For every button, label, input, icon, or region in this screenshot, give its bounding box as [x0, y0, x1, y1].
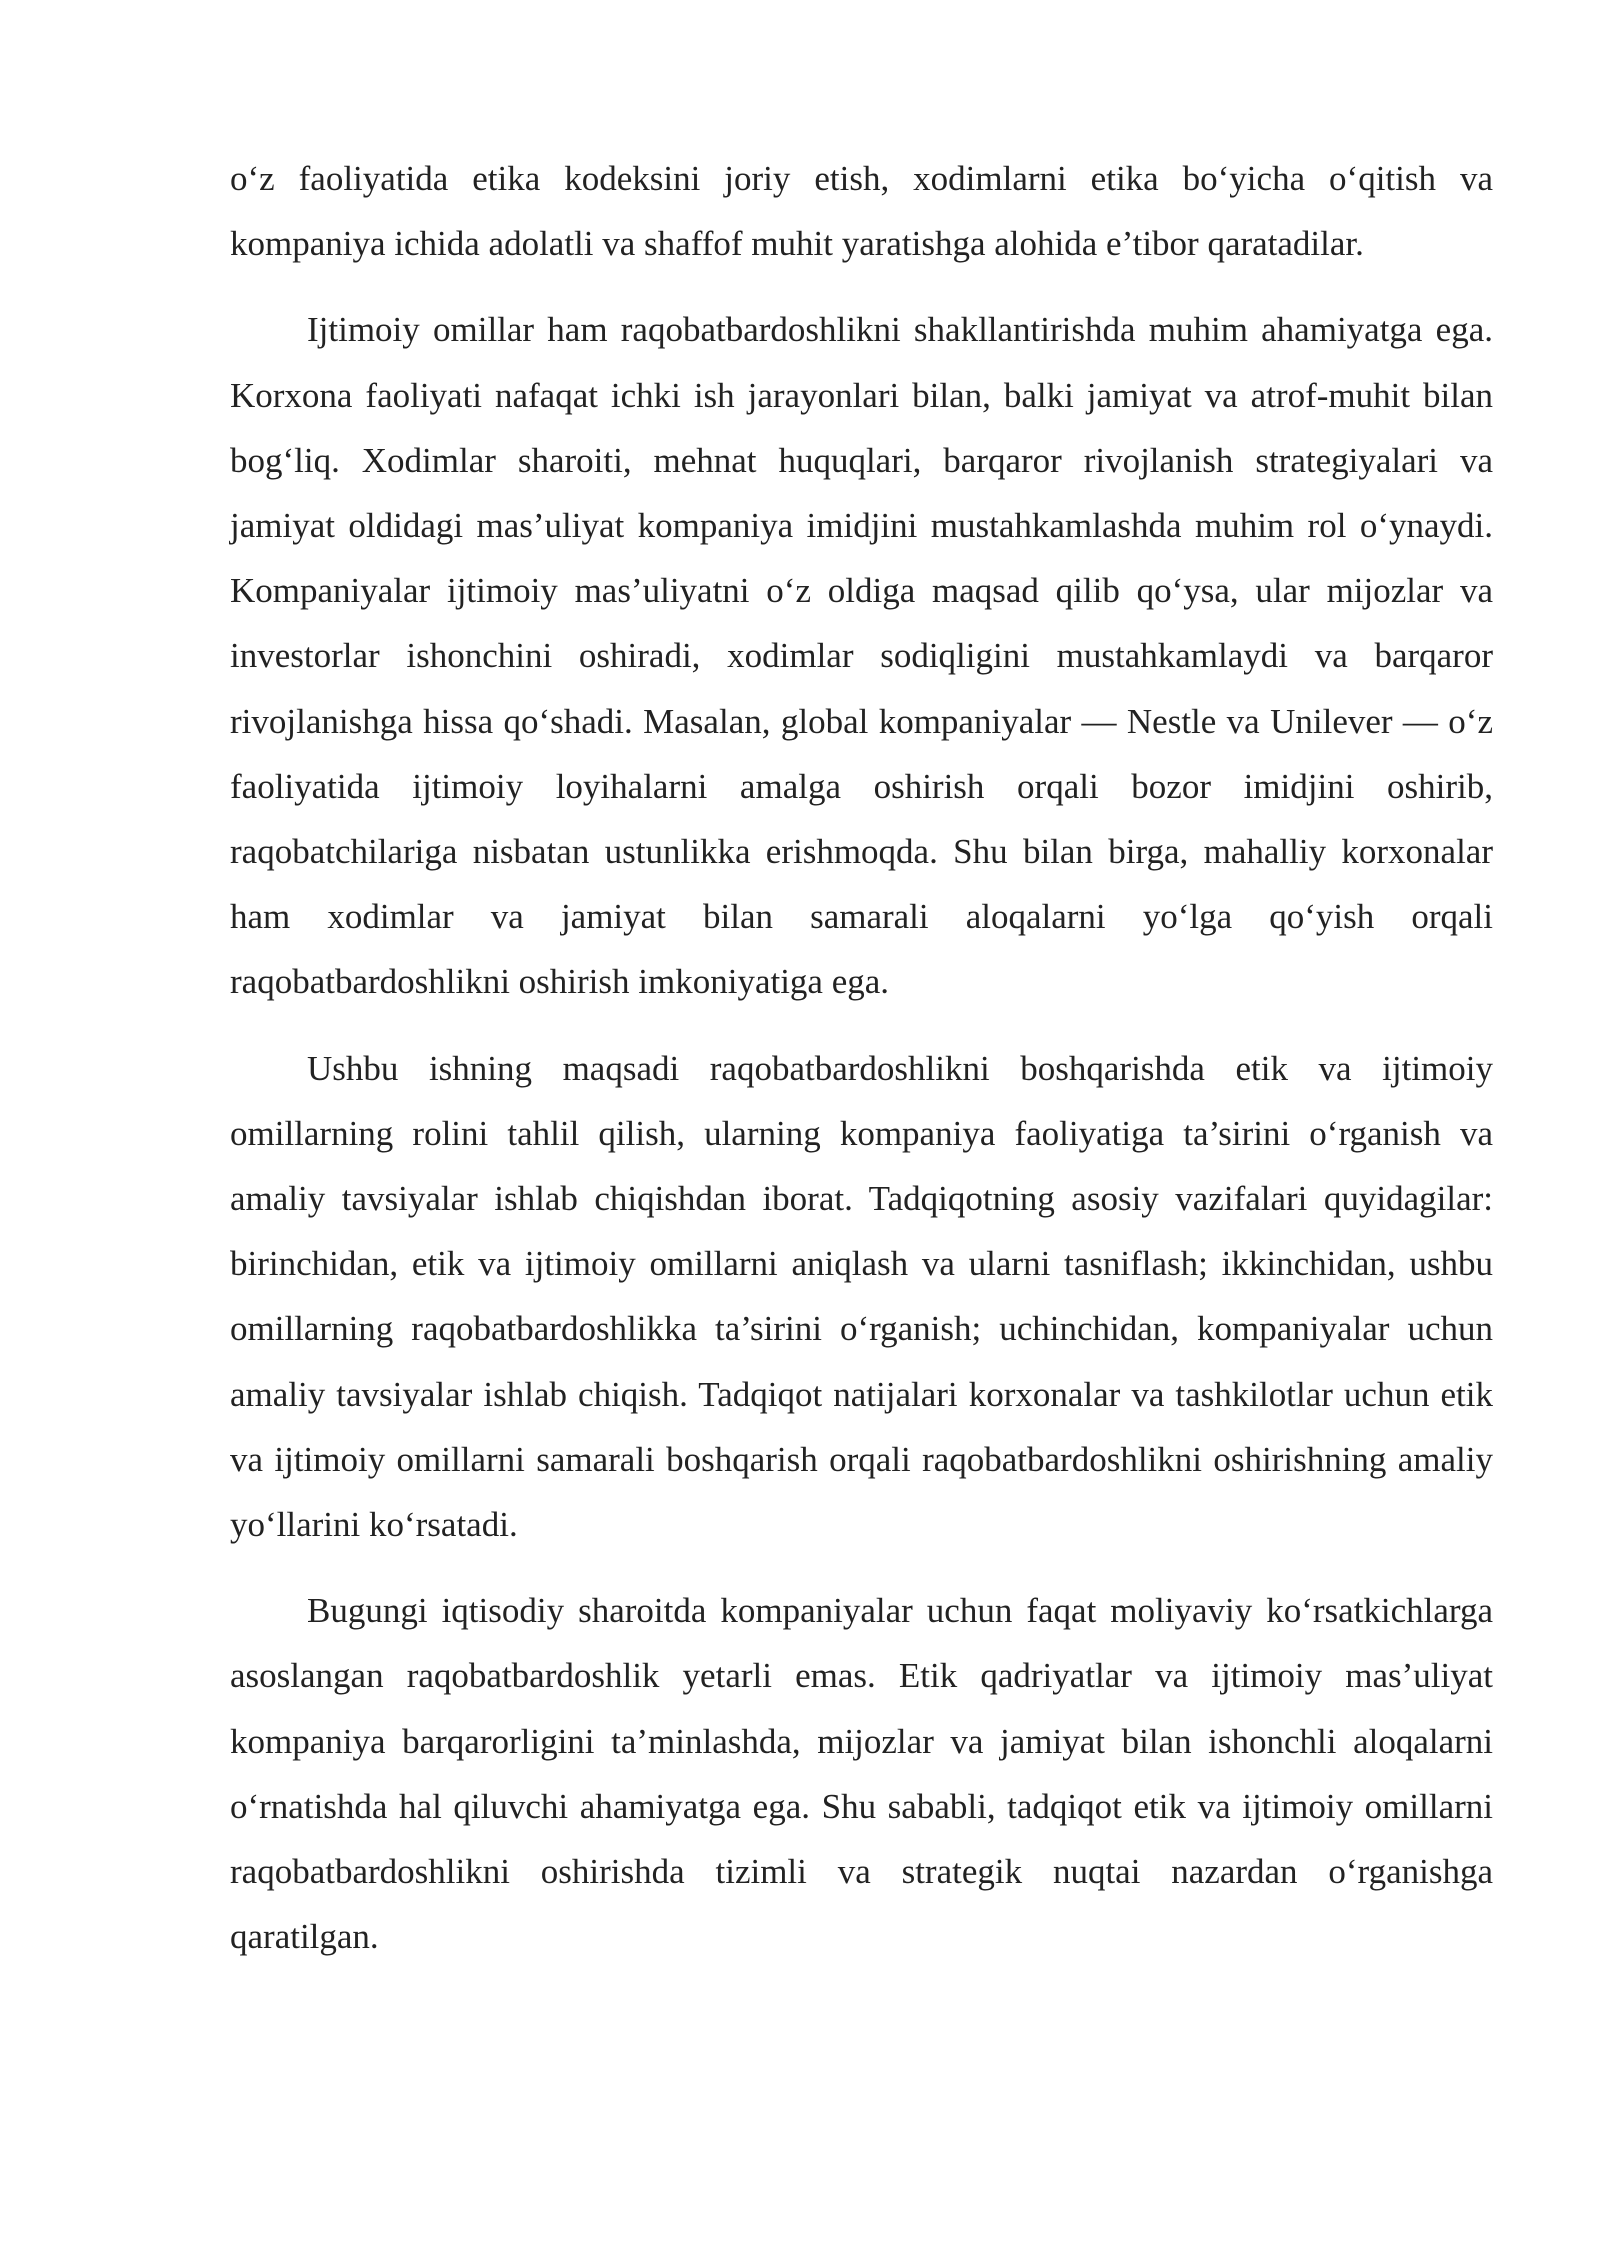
paragraph-continued: o‘z faoliyatida etika kodeksini joriy etish, xodimlarni etika bo‘yicha o‘qitish va kompaniya ichida adolatli va shaffof muhit yaratishga alohida e’tibor qaratadilar.: [230, 159, 1493, 264]
paragraph-research-aim: Ushbu ishning maqsadi raqobatbardoshlikni boshqarishda etik va ijtimoiy omillarning rolini tahlil qilish, ularning kompaniya faoliyatiga ta’sirini o‘rganish va amaliy tavsiyalar ishlab chiqishdan iborat. Tadqiqotning asosiy vazifalari quyidagilar: birinchidan, etik va ijtimoiy omillarni aniqlash va ularni tasniflash; ikkinchidan, ushbu omillarning raqobatbardoshlikka ta’sirini o‘rganish; uchinchidan, kompaniyalar uchun amaliy tavsiyalar ishlab chiqish. Tadqiqot natijalari korxonalar va tashkilotlar uchun etik va ijtimoiy omillarni samarali boshqarish orqali raqobatbardoshlikni oshirishning amaliy yo‘llarini ko‘rsatadi.: [230, 1048, 1493, 1545]
paragraph-conclusion: Bugungi iqtisodiy sharoitda kompaniyalar uchun faqat moliyaviy ko‘rsatkichlarga asoslangan raqobatbardoshlik yetarli emas. Etik qadriyatlar va ijtimoiy mas’uliyat kompaniya barqarorligini ta’minlashda, mijozlar va jamiyat bilan ishonchli aloqalarni o‘rnatishda hal qiluvchi ahamiyatga ega. Shu sababli, tadqiqot etik va ijtimoiy omillarni raqobatbardoshlikni oshirishda tizimli va strategik nuqtai nazardan o‘rganishga qaratilgan.: [230, 1591, 1493, 1957]
document-body: [230, 146, 1493, 1990]
paragraph-social-factors: Ijtimoiy omillar ham raqobatbardoshlikni shakllantirishda muhim ahamiyatga ega. Korxona faoliyati nafaqat ichki ish jarayonlari bilan, balki jamiyat va atrof-muhit bilan bog‘liq. Xodimlar sharoiti, mehnat huquqlari, barqaror rivojlanish strategiyalari va jamiyat oldidagi mas’uliyat kompaniya imidjini mustahkamlashda muhim rol o‘ynaydi. Kompaniyalar ijtimoiy mas’uliyatni o‘z oldiga maqsad qilib qo‘ysa, ular mijozlar va investorlar ishonchini oshiradi, xodimlar sodiqligini mustahkamlaydi va barqaror rivojlanishga hissa qo‘shadi. Masalan, global kompaniyalar — Nestle va Unilever — o‘z faoliyatida ijtimoiy loyihalarni amalga oshirish orqali bozor imidjini oshirib, raqobatchilariga nisbatan ustunlikka erishmoqda. Shu bilan birga, mahalliy korxonalar ham xodimlar va jamiyat bilan samarali aloqalarni yo‘lga qo‘yish orqali raqobatbardoshlikni oshirish imkoniyatiga ega.: [230, 310, 1493, 1002]
